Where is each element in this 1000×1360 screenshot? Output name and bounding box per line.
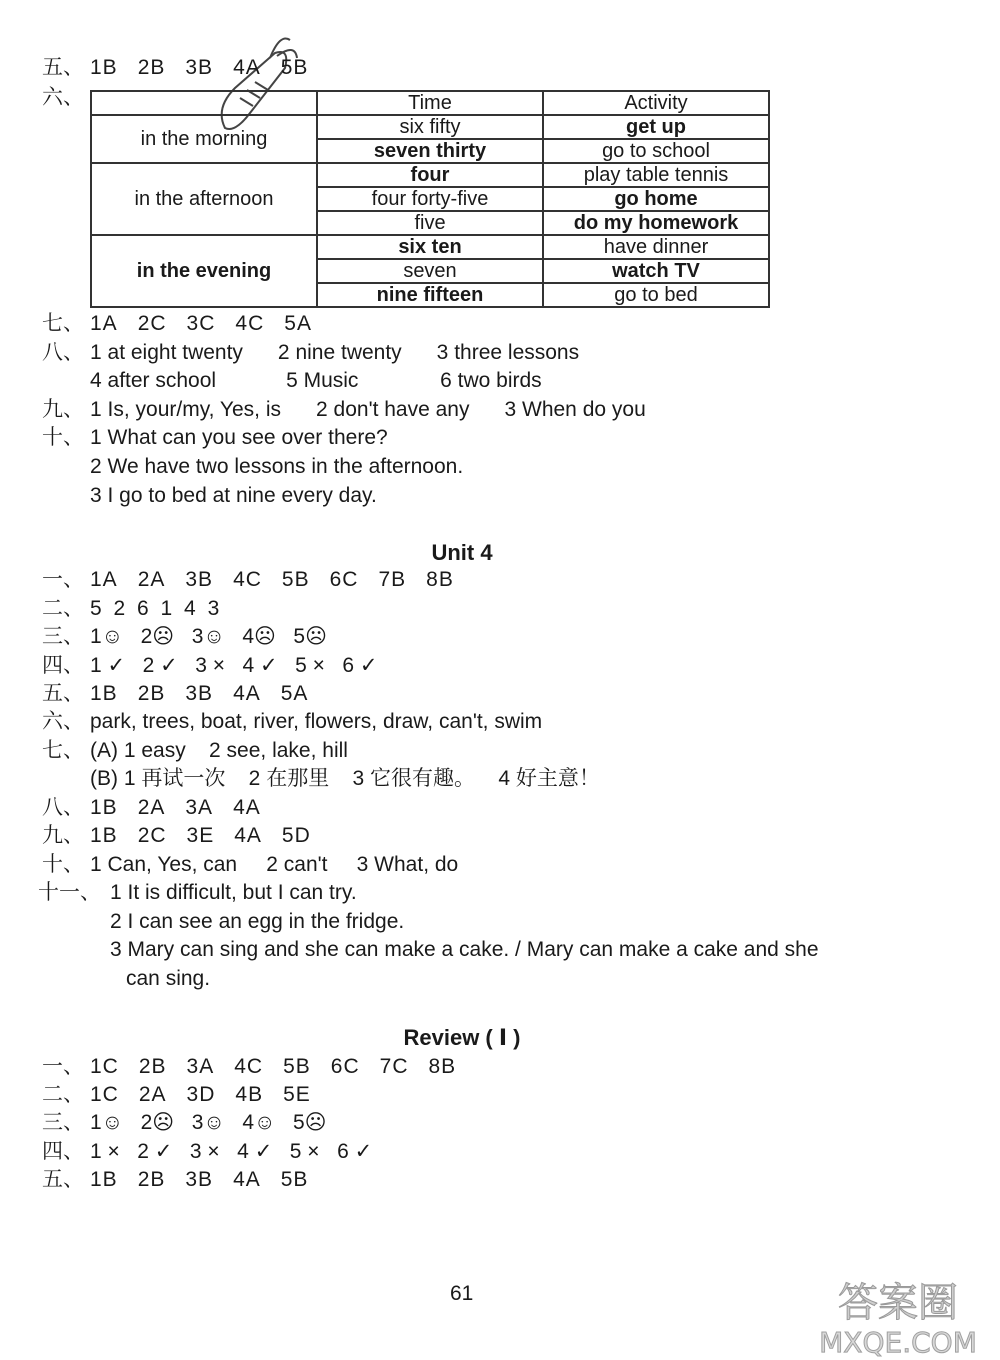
answer-item: 2A [137,796,166,819]
answer-item: 2A [137,568,166,591]
u4-q11-line4: can sing. [126,967,211,990]
rev-q4-number: 四、 [42,1140,84,1163]
answer-item: 3B [185,1168,214,1191]
answer-item: 3D [186,1083,216,1106]
q7-top-answers [90,312,332,336]
answer-item: 4C [233,568,262,591]
answer-item: 2C [137,312,167,335]
rev-q1-number: 一、 [42,1055,84,1078]
answer-item: 2B [138,1055,167,1078]
answer-item: 4C [234,1055,264,1078]
activity-cell: do my homework [543,211,769,235]
q7-top-number: 七、 [42,312,84,335]
u4-q10-line: 1 Can, Yes, can 2 can't 3 What, do [90,853,459,876]
schedule-table [90,90,770,308]
answer-item: 5E [283,1083,311,1106]
u4-q8-answers [90,796,281,820]
answer-item: 6C [329,568,359,591]
q5-top-number: 五、 [42,56,84,79]
u4-q1-number: 一、 [42,568,84,591]
watermark-logo [800,1272,996,1358]
u4-q7-lineA: (A) 1 easy 2 see, lake, hill [90,739,348,762]
activity-cell: go home [543,187,769,211]
page-number: 61 [450,1282,474,1305]
answer-item: 1B [90,824,118,847]
table-row [91,235,769,259]
rev-q5-answers [90,1168,328,1192]
answer-item: 1B [90,682,118,705]
review-title: Review ( Ⅰ ) [403,1025,521,1050]
answer-item: 4A [233,56,261,79]
watermark-text-cn: 答案圈 [838,1280,958,1326]
activity-cell: get up [543,115,769,139]
answer-item: 4C [235,312,265,335]
u4-q4-line: 1 ✓ 2 ✓ 3 × 4 ✓ 5 × 6 ✓ [90,654,378,677]
rev-q2-number: 二、 [42,1083,84,1106]
activity-cell: go to school [543,139,769,163]
answer-item: 5A [280,682,309,705]
u4-q10-number: 十、 [42,853,84,876]
activity-cell: have dinner [543,235,769,259]
q10-top-line2: 2 We have two lessons in the afternoon. [90,455,464,478]
u4-q9-answers [90,824,331,848]
rev-q5-number: 五、 [42,1168,84,1191]
rev-q3-number: 三、 [42,1111,84,1134]
header-empty-cell [91,91,317,115]
answer-item: 7B [378,568,407,591]
answer-item: 6C [330,1055,360,1078]
table-header-row [91,91,769,115]
answer-item: 5A [284,312,312,335]
answer-item: 4B [235,1083,264,1106]
u4-q6-number: 六、 [42,710,84,733]
answer-item: 3B [185,56,214,79]
u4-q7-lineB: (B) 1 再试一次 2 在那里 3 它很有趣。 4 好主意！ [90,767,600,790]
u4-q2-number: 二、 [42,597,84,620]
rev-q2-answers [90,1083,331,1107]
answer-item: 1A [90,312,118,335]
q9-top-line: 1 Is, your/my, Yes, is 2 don't have any 3 When do you [90,398,646,421]
answer-item: 3B [185,568,214,591]
answer-item: 1A [90,568,118,591]
answer-item: 5B [283,1055,311,1078]
answer-item: 1B [90,796,118,819]
period-cell: in the evening [91,235,317,307]
header-time: Time [317,91,543,115]
answer-item: 2B [137,682,166,705]
time-cell: six fifty [317,115,543,139]
u4-q5-number: 五、 [42,682,84,705]
answer-item: 5B [281,568,310,591]
answer-item: 5B [280,1168,309,1191]
activity-cell: go to bed [543,283,769,307]
time-cell: seven [317,259,543,283]
answer-item: 2C [137,824,167,847]
answer-item: 3E [186,824,215,847]
table-row [91,163,769,187]
period-cell: in the morning [91,115,317,163]
activity-cell: play table tennis [543,163,769,187]
q8-top-line2: 4 after school 5 Music 6 two birds [90,369,542,392]
period-cell: in the afternoon [91,163,317,235]
unit4-title: Unit 4 [431,540,493,565]
answer-item: 1B [90,56,118,79]
u4-q11-line2: 2 I can see an egg in the fridge. [110,910,405,933]
answer-item: 5B [280,56,309,79]
rev-q4-line: 1 × 2 ✓ 3 × 4 ✓ 5 × 6 ✓ [90,1140,373,1163]
answer-item: 4A [233,796,261,819]
u4-q2-line: 5 2 6 1 4 3 [90,597,223,620]
answer-item: 3B [185,682,214,705]
header-activity: Activity [543,91,769,115]
u4-q11-line1: 1 It is difficult, but I can try. [110,881,357,904]
answer-item: 7C [379,1055,409,1078]
u4-q7-number: 七、 [42,739,84,762]
u4-q9-number: 九、 [42,824,84,847]
q8-top-line1: 1 at eight twenty 2 nine twenty 3 three lessons [90,341,580,364]
answer-item: 4A [233,1168,261,1191]
u4-q1-answers [90,568,474,592]
watermark-text-en: MXQE.COM [819,1326,977,1358]
answer-item: 8B [426,568,454,591]
q5-top-answers [90,56,328,80]
q10-top-line1: 1 What can you see over there? [90,426,388,449]
time-cell: four [317,163,543,187]
q6-top-number: 六、 [42,86,84,109]
time-cell: nine fifteen [317,283,543,307]
answer-item: 3A [185,796,214,819]
u4-q11-line3: 3 Mary can sing and she can make a cake. / Mary can make a cake and she [110,938,819,961]
q10-top-line3: 3 I go to bed at nine every day. [90,484,377,507]
answer-item: 1C [90,1055,119,1078]
answer-item: 1C [90,1083,119,1106]
answer-item: 3C [186,312,216,335]
u4-q3-line: 1☺ 2☹ 3☺ 4☹ 5☹ [90,625,327,648]
answer-item: 2B [137,56,166,79]
u4-q4-number: 四、 [42,654,84,677]
table-row [91,115,769,139]
answer-item: 4A [233,682,261,705]
answer-item: 2A [138,1083,167,1106]
u4-q8-number: 八、 [42,796,84,819]
answer-item: 4A [234,824,262,847]
u4-q11-number: 十一、 [38,881,101,904]
time-cell: five [317,211,543,235]
time-cell: seven thirty [317,139,543,163]
answer-item: 1B [90,1168,118,1191]
u4-q5-answers [90,682,328,706]
answer-item: 3A [186,1055,215,1078]
answer-item: 5D [281,824,311,847]
rev-q1-answers [90,1055,476,1079]
q10-top-number: 十、 [42,426,84,449]
answer-item: 8B [428,1055,457,1078]
answer-item: 2B [137,1168,166,1191]
time-cell: six ten [317,235,543,259]
u4-q3-number: 三、 [42,625,84,648]
q9-top-number: 九、 [42,398,84,421]
rev-q3-line: 1☺ 2☹ 3☺ 4☺ 5☹ [90,1111,327,1134]
u4-q6-line: park, trees, boat, river, flowers, draw, can't, swim [90,710,543,733]
activity-cell: watch TV [543,259,769,283]
time-cell: four forty-five [317,187,543,211]
q8-top-number: 八、 [42,341,84,364]
